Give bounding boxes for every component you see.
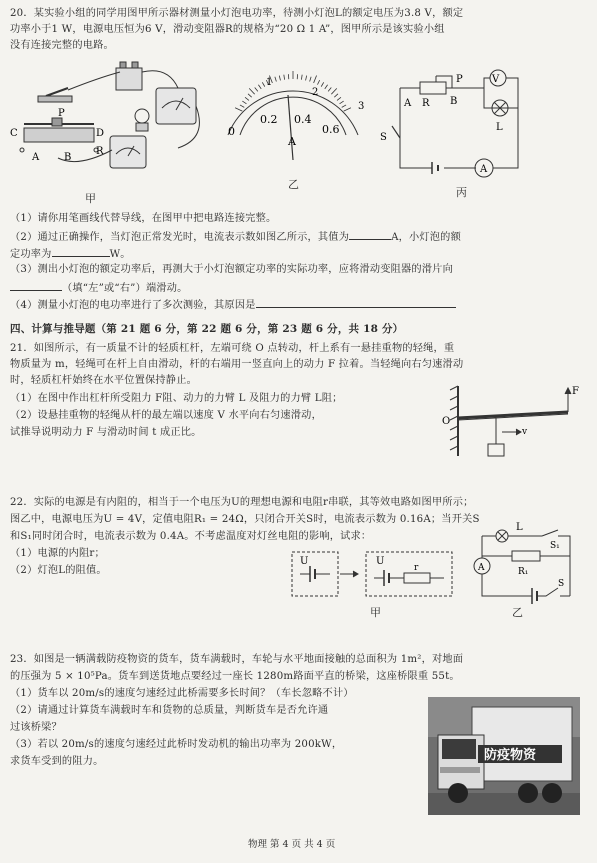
figure-yi-ammeter-dial	[218, 75, 368, 165]
q22-line1: 22．实际的电源是有内阻的，相当于一个电压为U的理想电源和电阻r串联，其等效电路如图甲所示；	[10, 497, 474, 508]
q21-line6: 试推导说明动力 F 与滑动时间 t 成正比。	[10, 427, 202, 438]
label-Am: A	[480, 164, 488, 175]
q21-line4: （1）在图中作出杠杆所受阻力 F阻、动力的力臂 L 及阻力的力臂 L阻；	[10, 393, 343, 404]
answer-blank-reason[interactable]	[256, 297, 456, 308]
q20-sub2-text-b: A，小灯泡的额	[391, 232, 461, 243]
q21-line3: 时，轻质杠杆始终在水平位置保持静止。	[10, 375, 197, 386]
dial-tick-mark	[337, 97, 341, 100]
dial-tick-mark	[262, 82, 265, 86]
q22-line2: 图乙中，电源电压为U = 4V，定值电阻R₁ = 24Ω，只闭合开关S时，电流表示数为 0.16A；当开关S	[10, 514, 480, 525]
dial-unit: A	[288, 135, 296, 148]
truck-photo	[428, 697, 580, 815]
label-P: P	[58, 108, 65, 119]
fig-caption-q22-yi: 乙	[512, 606, 523, 619]
label-B2: B	[450, 96, 458, 107]
q23-sub2b: 过该桥梁？	[10, 722, 62, 733]
fig-caption-yi: 乙	[288, 178, 299, 191]
q23-sub3b: 求货车受到的阻力。	[10, 756, 104, 767]
dial-tick-mark	[258, 85, 261, 89]
answer-blank-current[interactable]	[349, 229, 391, 240]
q22-sub2: （2）灯泡L的阻值。	[10, 565, 107, 576]
dial-tick-mark	[240, 105, 244, 107]
dial-tick-mark	[334, 94, 338, 97]
label-P2: P	[456, 74, 463, 85]
label-L-q22: L	[516, 522, 523, 533]
q20-sub2-text-a: （2）通过正确操作，当灯泡正常发光时，电流表示数如图乙所示，其值为	[10, 232, 350, 243]
label-V: V	[492, 74, 500, 85]
label-L: L	[496, 122, 503, 133]
dial-tick-mark	[235, 108, 242, 111]
q20-sub4-text: （4）测量小灯泡的电功率进行了多次测验，其原因是	[10, 300, 256, 311]
q21-line5: （2）设悬挂重物的轻绳从杆的最左端以速度 V 水平向右匀速滑动，	[10, 410, 322, 421]
q20-line2: 功率小于1 W，电源电压恒为6 V，滑动变阻器R的规格为“20 Ω 1 A”，图甲所示是该实验小组	[10, 24, 445, 35]
q20-sub3-line2	[10, 280, 188, 296]
dial-tick-mark	[331, 88, 336, 94]
dial-tick-mark	[255, 88, 258, 92]
label-S-q22: S	[558, 579, 565, 589]
dial-tick-0.6: 0.6	[322, 123, 340, 136]
label-F: F	[572, 386, 579, 397]
page-footer: 物理 第 4 页 共 4 页	[248, 839, 336, 850]
dial-tick-mark	[340, 101, 344, 104]
dial-tick-mark	[317, 80, 319, 84]
dial-tick-0: 0	[228, 125, 235, 138]
label-S1: S₁	[550, 541, 560, 551]
label-R1: R₁	[518, 567, 529, 577]
dial-tick-3: 3	[358, 101, 365, 112]
dial-tick-mark	[310, 77, 311, 82]
figure-q22-yi	[462, 520, 582, 610]
q20-sub1: （1）请你用笔画线代替导线，在图甲中把电路连接完整。	[10, 213, 277, 224]
dial-tick-mark	[249, 88, 254, 94]
q23-line2: 的压强为 5 × 10⁵Pa。货车到送货地点要经过一座长 1280m路面平直的桥梁，这座桥限重 55t。	[10, 671, 460, 682]
q22-sub1: （1）电源的内阻r；	[10, 548, 105, 559]
dial-tick-mark	[248, 94, 252, 97]
q21-line1: 21．如图所示，有一质量不计的轻质杠杆，左端可绕 O 点转动，杆上系有一悬挂重物的轻绳，重	[10, 343, 455, 354]
label-A2: A	[404, 98, 412, 109]
q20-sub3-text-b: （填“左”或“右”）端滑动。	[62, 283, 188, 294]
label-A: A	[32, 152, 40, 163]
label-D: D	[96, 128, 105, 139]
label-S: S	[380, 132, 387, 143]
label-R2: R	[422, 98, 430, 109]
q20-sub2-text-d: W。	[109, 249, 131, 260]
dial-tick-mark	[242, 101, 246, 104]
dial-tick-mark	[325, 85, 328, 89]
label-C: C	[10, 128, 18, 139]
fig-caption-jia: 甲	[85, 192, 96, 205]
label-B: B	[64, 152, 72, 163]
q20-sub2-line2	[10, 246, 131, 262]
label-U-right: U	[376, 556, 385, 567]
dial-tick-2: 2	[312, 87, 319, 98]
dial-tick-mark	[275, 77, 276, 82]
q20-line1: 20．某实验小组的同学用图甲所示器材测量小灯泡电功率，待测小灯泡L的额定电压为3.8 V，额定	[10, 8, 464, 19]
fig-caption-q22-jia: 甲	[370, 606, 381, 619]
label-R: R	[96, 146, 104, 157]
q20-sub2-line	[10, 229, 461, 245]
label-r: r	[414, 563, 419, 573]
dial-tick-mark	[301, 75, 302, 80]
answer-blank-power[interactable]	[52, 246, 110, 257]
section-4-title: 四、计算与推导题（第 21 题 6 分，第 22 题 6 分，第 23 题 6 分，共 18 分）	[10, 323, 404, 335]
label-O: O	[442, 416, 451, 427]
dial-tick-mark	[279, 76, 280, 81]
q20-line3: 没有连接完整的电路。	[10, 40, 114, 51]
dial-tick-mark	[284, 75, 285, 80]
answer-blank-direction[interactable]	[10, 280, 62, 291]
q23-sub3a: （3）若以 20m/s的速度匀速经过此桥时发动机的输出功率为 200kW，	[10, 739, 343, 750]
q23-sub2a: （2）请通过计算货车满载时车和货物的总质量，判断货车是否允许通	[10, 705, 329, 716]
dial-tick-mark	[342, 105, 346, 107]
dial-tick-mark	[314, 75, 317, 82]
label-A-q22: A	[478, 563, 485, 573]
figure-jia-equipment	[8, 58, 213, 188]
figure-q21-lever	[428, 386, 588, 466]
dial-tick-mark	[245, 97, 249, 100]
dial-tick-mark	[321, 82, 324, 86]
q23-sub1: （1）货车以 20m/s的速度匀速经过此桥需要多长时间？（车长忽略不计）	[10, 688, 354, 699]
q22-line3: 和S₁同时闭合时，电流表示数为 0.4A。不考虑温度对灯丝电阻的影响，试求：	[10, 531, 372, 542]
dial-tick-0.2: 0.2	[260, 113, 278, 126]
figure-q22-jia	[290, 550, 460, 600]
dial-tick-mark	[344, 108, 351, 111]
q20-sub2-text-c: 定功率为	[10, 249, 52, 260]
q20-sub3-line: （3）测出小灯泡的额定功率后，再测大于小灯泡额定功率的实际功率，应将滑动变阻器的滑片向	[10, 264, 453, 275]
q21-line2: 物质量为 m，轻绳可在杆上自由滑动，杆的右端用一竖直向上的动力 F 拉着。当轻绳向右匀速滑动	[10, 359, 464, 370]
dial-tick-mark	[306, 76, 307, 81]
q20-sub4-line	[10, 297, 456, 313]
truck-side-text: 防疫物资	[484, 748, 537, 763]
fig-caption-bing: 丙	[456, 186, 467, 199]
dial-tick-0.4: 0.4	[294, 113, 312, 126]
dial-tick-1: 1	[266, 77, 273, 88]
figure-bing-circuit	[372, 68, 532, 188]
label-U: U	[300, 556, 309, 567]
label-v: v	[522, 427, 528, 437]
q23-line1: 23．如图是一辆满载防疫物资的货车，货车满载时，车轮与水平地面接触的总面积为 1m²，对地面	[10, 654, 464, 665]
dial-tick-mark	[328, 88, 331, 92]
